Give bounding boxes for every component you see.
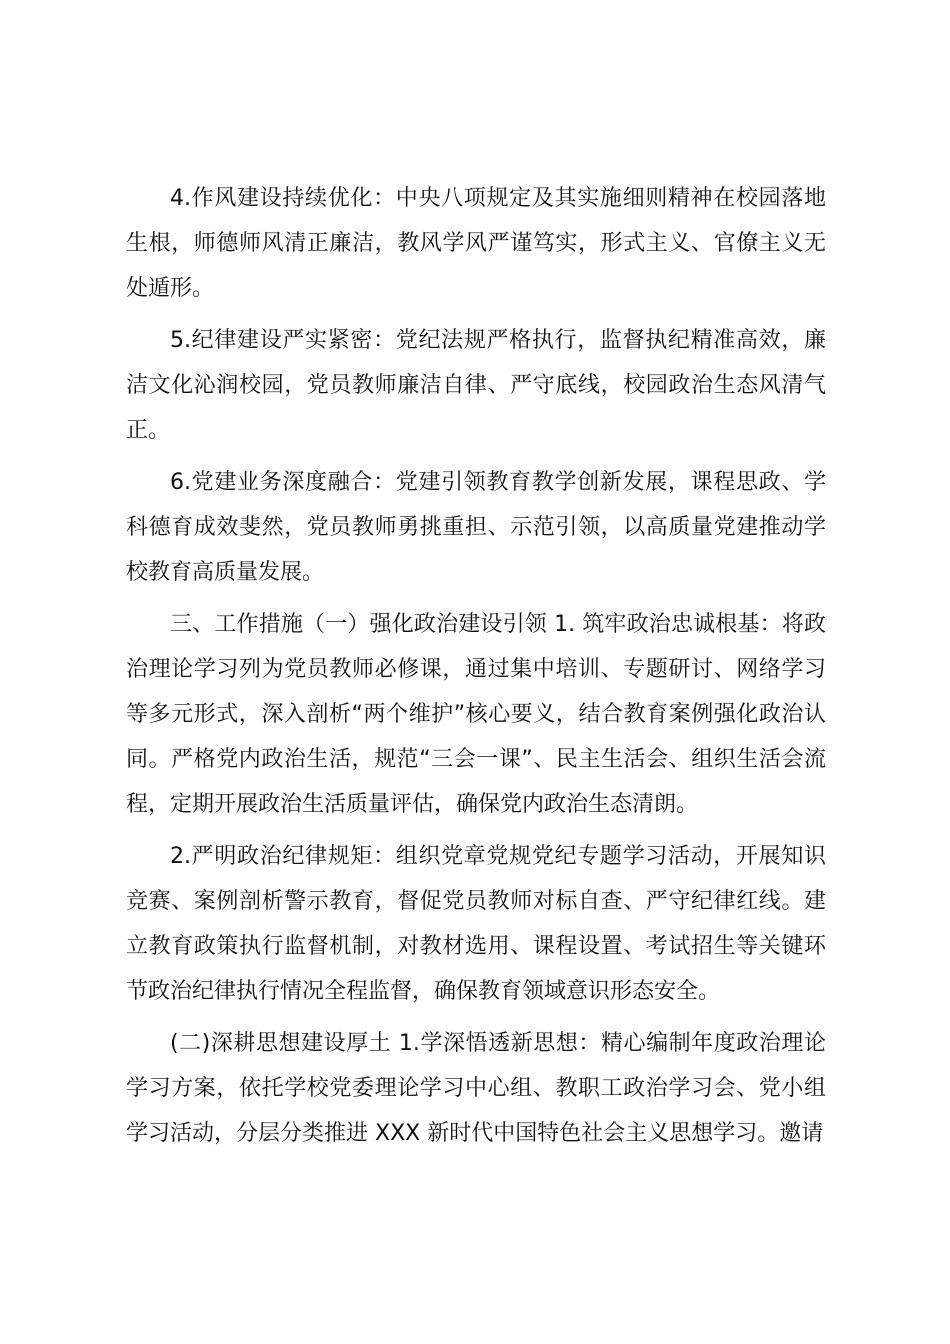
paragraph-political-discipline: 2.严明政治纪律规矩：组织党章党规党纪专题学习活动，开展知识竞赛、案例剖析警示教育，督促党员教师对标自查、严守纪律红线。建立教育政策执行监督机制，对教材选用、课程设置、考试招生等关键环节政治纪律执行情况全程监督，确保教育领域意识形态安全。 <box>126 844 826 1004</box>
paragraph-discipline-building: 5.纪律建设严实紧密：党纪法规严格执行，监督执纪精准高效，廉洁文化沁润校园，党员教师廉洁自律、严守底线，校园政治生态风清气正。 <box>126 328 826 443</box>
paragraph-ideological-building: (二)深耕思想建设厚土 1.学深悟透新思想：精心编制年度政治理论学习方案，依托学校党委理论学习中心组、教职工政治学习会、党小组学习活动，分层分类推进 XXX 新时代中国特色社会主义思想学习。邀请 <box>126 1031 826 1146</box>
paragraph-party-business-integration: 6.党建业务深度融合：党建引领教育教学创新发展，课程思政、学科德育成效斐然，党员教师勇挑重担、示范引领，以高质量党建推动学校教育高质量发展。 <box>126 470 826 585</box>
paragraph-work-measures-political: 三、工作措施（一）强化政治建设引领 1. 筑牢政治忠诚根基：将政治理论学习列为党员教师必修课，通过集中培训、专题研讨、网络学习等多元形式，深入剖析“两个维护”核心要义，结合教育案例强化政治认同。严格党内政治生活，规范“三会一课”、民主生活会、组织生活会流程，定期开展政治生活质量评估，确保党内政治生态清朗。 <box>126 612 826 817</box>
document-body <box>126 176 826 1163</box>
paragraph-style-building: 4.作风建设持续优化：中央八项规定及其实施细则精神在校园落地生根，师德师风清正廉洁，教风学风严谨笃实，形式主义、官僚主义无处遁形。 <box>126 186 826 301</box>
